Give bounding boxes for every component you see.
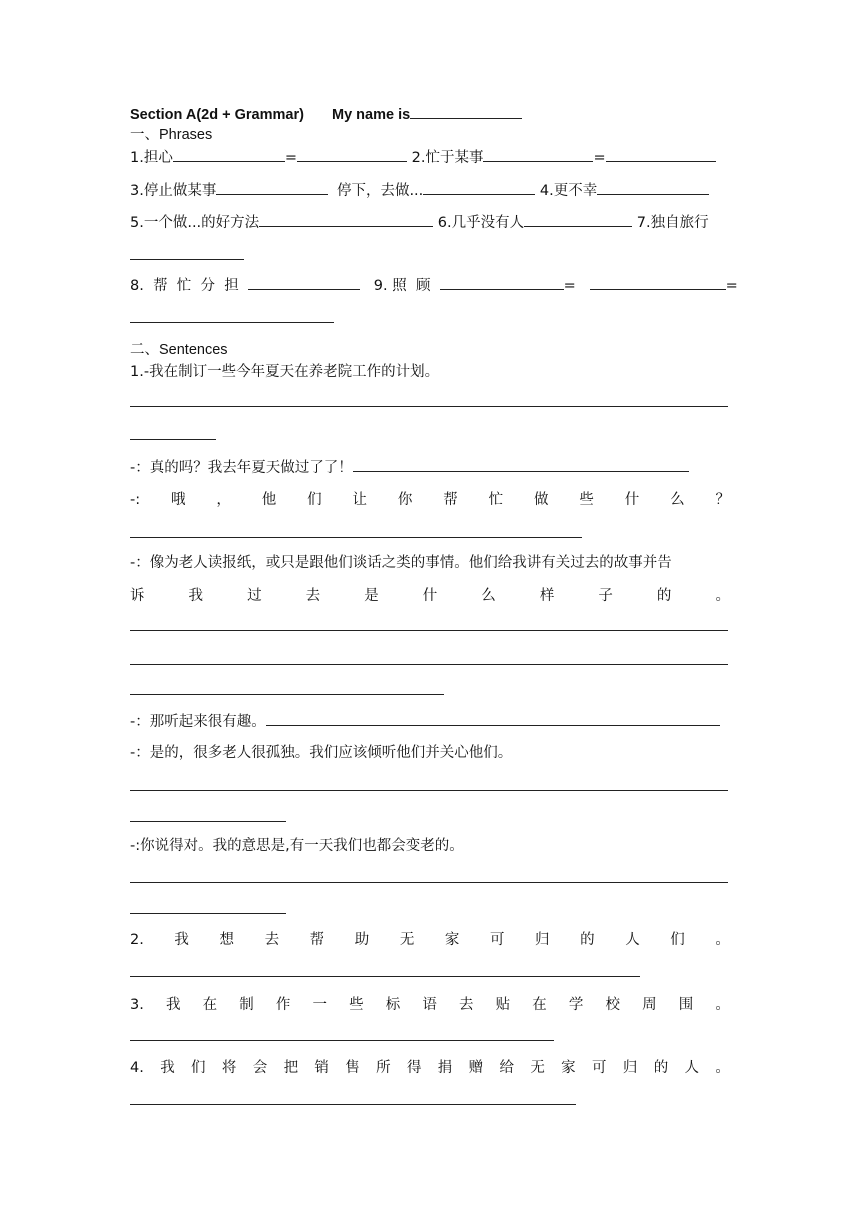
sentence-char: 我	[165, 997, 181, 1013]
phrase-row-4	[130, 275, 738, 296]
equals-sign: =	[284, 150, 297, 166]
phrase-4: 4.更不幸	[539, 183, 598, 199]
phrase-3: 3.停止做某事	[130, 183, 217, 199]
answer-line[interactable]	[130, 406, 728, 407]
phrases-heading: 一、Phrases	[130, 127, 213, 143]
phrase-3b: 停下，去做...	[336, 183, 424, 199]
phrase-8-char: 帮	[153, 278, 168, 294]
sentence-char: 在	[202, 997, 218, 1013]
answer-line[interactable]	[130, 537, 582, 538]
sentence-char: 去	[458, 997, 474, 1013]
phrase-9-blank-c[interactable]	[130, 322, 334, 323]
phrase-9-blank-a[interactable]	[440, 275, 564, 290]
worksheet-header	[130, 104, 730, 125]
dialogue-char: ，	[216, 492, 231, 508]
sentence-char: 售	[345, 1060, 360, 1076]
sentence-char: 4.	[130, 1060, 144, 1076]
dialogue-char: 么	[481, 588, 496, 604]
sentence-char: 归	[622, 1060, 638, 1076]
sentence-char: 3.	[130, 997, 144, 1013]
name-label: My name is	[331, 107, 411, 123]
sentence-char: 语	[422, 997, 437, 1013]
dialogue-reply-1	[130, 457, 730, 478]
phrase-8-char: 忙	[176, 278, 192, 294]
phrase-9-num: 9.	[373, 278, 388, 294]
phrase-8-blank[interactable]	[248, 275, 360, 290]
phrase-8-char: 担	[224, 278, 239, 294]
phrase-2-blank-a[interactable]	[483, 147, 593, 162]
sentence-char: 销	[314, 1060, 329, 1076]
phrase-9-blank-b[interactable]	[590, 275, 726, 290]
name-blank[interactable]	[410, 104, 522, 119]
dialogue-char: 诉	[130, 588, 145, 604]
answer-blank[interactable]	[266, 711, 720, 726]
answer-line[interactable]	[130, 439, 216, 440]
sentence-char: 。	[715, 997, 730, 1013]
phrase-1: 1.担心	[130, 150, 173, 166]
phrase-8-num: 8.	[130, 278, 144, 294]
dialogue-reply-4: -:你说得对。我的意思是,有一天我们也都会变老的。	[130, 838, 464, 854]
sentence-char: 我	[160, 1060, 175, 1076]
dialogue-reply-3: -：是的，很多老人很孤独。我们应该倾听他们并关心他们。	[130, 745, 513, 761]
answer-line[interactable]	[130, 664, 728, 665]
sentence-char: 家	[561, 1060, 576, 1076]
answer-line[interactable]	[130, 913, 286, 914]
dialogue-answer-line2	[130, 586, 730, 606]
sentence-char: 无	[530, 1060, 545, 1076]
phrase-6-blank[interactable]	[524, 212, 632, 227]
phrase-5-blank[interactable]	[259, 212, 433, 227]
sentence-2-prompt	[130, 930, 730, 950]
sentence-char: 我	[174, 932, 189, 948]
phrase-row-2	[130, 180, 730, 201]
sentence-char: 去	[264, 932, 280, 948]
phrase-9-char: 顾	[415, 278, 431, 294]
phrase-row-3	[130, 212, 730, 233]
sentence-char: 会	[252, 1060, 268, 1076]
phrase-1-blank-b[interactable]	[297, 147, 407, 162]
phrase-2-blank-b[interactable]	[606, 147, 716, 162]
phrase-7: 7.独自旅行	[636, 215, 709, 231]
answer-line[interactable]	[130, 882, 728, 883]
dialogue-char: 样	[539, 588, 555, 604]
sentence-char: 帮	[309, 932, 325, 948]
sentence-char: 周	[642, 997, 657, 1013]
sentence-char: 在	[532, 997, 547, 1013]
equals-sign: =	[563, 278, 576, 294]
dialogue-char: 。	[715, 588, 730, 604]
phrase-2: 2.忙于某事	[411, 150, 484, 166]
sentence-char: 。	[715, 1060, 730, 1076]
phrase-8-char: 分	[200, 278, 215, 294]
sentence-3-prompt	[130, 995, 730, 1015]
sentence-char: 赠	[468, 1060, 484, 1076]
sentence-char: 得	[406, 1060, 422, 1076]
answer-blank[interactable]	[353, 457, 689, 472]
phrase-row-1	[130, 147, 730, 168]
sentence-char: 家	[444, 932, 460, 948]
phrase-4-blank[interactable]	[597, 180, 709, 195]
sentence-char: 归	[535, 932, 550, 948]
dialogue-char: 去	[305, 588, 321, 604]
sentence-char: 学	[568, 997, 584, 1013]
dialogue-char: 的	[656, 588, 672, 604]
dialogue-char: 子	[598, 588, 613, 604]
sentence-char: 标	[385, 997, 401, 1013]
answer-line[interactable]	[130, 790, 728, 791]
sentence-1-prompt: 1.-我在制订一些今年夏天在养老院工作的计划。	[130, 364, 440, 380]
sentence-char: 贴	[495, 997, 511, 1013]
phrase-7-blank[interactable]	[130, 259, 244, 260]
dialogue-char: 帮	[443, 492, 458, 508]
dialogue-reply-2	[130, 711, 730, 732]
dialogue-char: 是	[364, 588, 379, 604]
dialogue-char: 们	[307, 492, 322, 508]
sentence-char: 一	[312, 997, 327, 1013]
answer-line[interactable]	[130, 976, 640, 977]
sentence-char: 们	[191, 1060, 206, 1076]
dialogue-char: 什	[422, 588, 438, 604]
equals-sign: =	[725, 278, 738, 294]
dialogue-text: -：那听起来很有趣。	[130, 714, 266, 730]
answer-line[interactable]	[130, 821, 286, 822]
sentence-char: 给	[499, 1060, 514, 1076]
sentences-heading: 二、Sentences	[130, 342, 228, 358]
phrase-3-blank-b[interactable]	[423, 180, 535, 195]
sentence-char: 可	[489, 932, 505, 948]
dialogue-char: 忙	[488, 492, 504, 508]
phrase-9-char: 照	[392, 278, 407, 294]
phrase-6: 6.几乎没有人	[437, 215, 525, 231]
answer-line[interactable]	[130, 1104, 576, 1105]
sentence-char: 可	[592, 1060, 607, 1076]
sentence-char: 人	[684, 1060, 700, 1076]
sentence-char: 制	[239, 997, 254, 1013]
sentence-char: 些	[349, 997, 364, 1013]
dialogue-char: 过	[247, 588, 262, 604]
phrase-5: 5.一个做...的好方法	[130, 215, 260, 231]
sentence-char: 想	[219, 932, 234, 948]
dialogue-char: 让	[352, 492, 367, 508]
dialogue-char: 哦	[171, 492, 186, 508]
sentence-char: 。	[715, 932, 730, 948]
dialogue-char: 你	[397, 492, 413, 508]
sentence-char: 所	[376, 1060, 391, 1076]
dialogue-question	[130, 490, 730, 510]
answer-line[interactable]	[130, 1040, 554, 1041]
dialogue-char: 么	[670, 492, 685, 508]
sentence-char: 校	[605, 997, 620, 1013]
sentence-char: 把	[283, 1060, 299, 1076]
dialogue-char: 他	[261, 492, 277, 508]
sentence-char: 2.	[130, 932, 144, 948]
sentence-char: 无	[399, 932, 415, 948]
dialogue-char: 些	[579, 492, 594, 508]
equals-sign: =	[593, 150, 606, 166]
dialogue-char: 做	[534, 492, 549, 508]
sentence-char: 作	[275, 997, 291, 1013]
answer-line[interactable]	[130, 694, 444, 695]
dialogue-answer-line1: -：像为老人读报纸，或只是跟他们谈话之类的事情。他们给我讲有关过去的故事并告	[130, 555, 672, 571]
sentence-4-prompt	[130, 1058, 730, 1078]
dialogue-text: -：真的吗？我去年夏天做过了了！	[130, 460, 353, 476]
dialogue-char: 我	[188, 588, 204, 604]
phrase-3-blank-a[interactable]	[216, 180, 328, 195]
sentence-char: 捐	[437, 1060, 453, 1076]
sentence-char: 助	[354, 932, 370, 948]
sentence-char: 围	[678, 997, 694, 1013]
sentence-char: 的	[653, 1060, 669, 1076]
section-title: Section A(2d + Grammar)	[130, 107, 304, 123]
sentence-char: 们	[670, 932, 685, 948]
sentence-char: 人	[625, 932, 640, 948]
dialogue-char: -:	[130, 492, 141, 508]
dialogue-char: 什	[624, 492, 640, 508]
phrase-1-blank-a[interactable]	[173, 147, 285, 162]
sentence-char: 的	[580, 932, 595, 948]
answer-line[interactable]	[130, 630, 728, 631]
sentence-char: 将	[221, 1060, 237, 1076]
dialogue-char: ？	[715, 492, 730, 508]
